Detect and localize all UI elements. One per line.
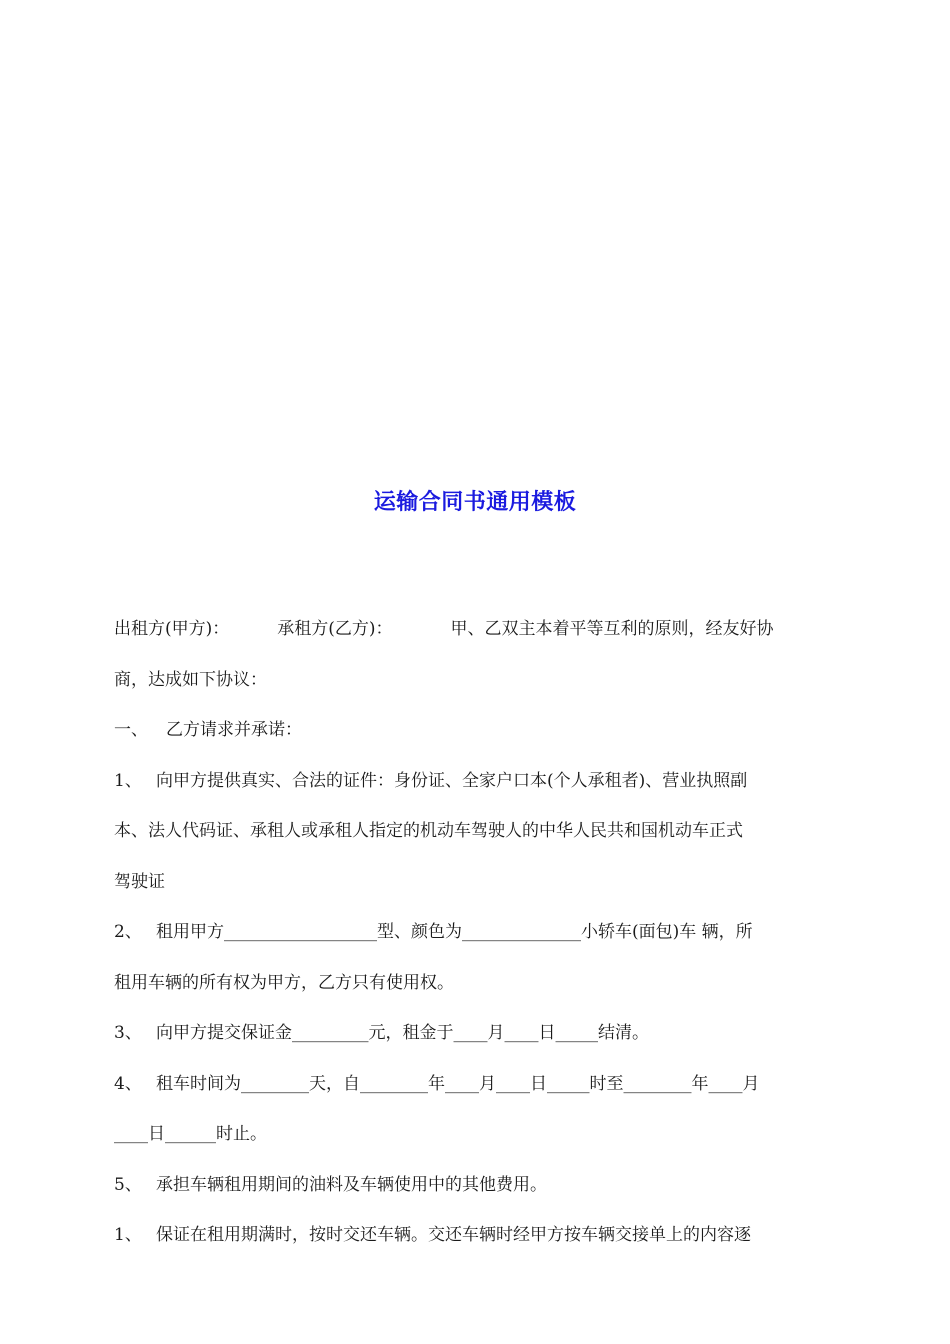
item-number: 2、 <box>114 922 142 942</box>
item-1-line-3: 驾驶证 <box>114 871 165 892</box>
item-4-line-2: ____日______时止。 <box>114 1124 267 1144</box>
item-number: 1、 <box>114 1225 142 1245</box>
intro-line-1 <box>114 604 836 655</box>
item-5-line-1: 5、 承担车辆租用期间的油料及车辆使用中的其他费用。 <box>114 1160 836 1211</box>
document-title: 运输合同书通用模板 <box>373 490 577 515</box>
document-body <box>114 604 836 1261</box>
item-2-line-1: 2、 租用甲方__________________型、颜色为______________小轿车(面包)车 辆，所 <box>114 907 836 958</box>
item-number: 4、 <box>114 1073 142 1094</box>
item-3-line-1: 3、 向甲方提交保证金_________元，租金于____月____日_____结清。 <box>114 1008 836 1059</box>
section-marker: 一、 <box>114 720 148 740</box>
lessor-label: 出租方(甲方)： <box>114 619 230 639</box>
item-6-line-1: 1、 保证在租用期满时，按时交还车辆。交还车辆时经甲方按车辆交接单上的内容逐 <box>114 1210 836 1261</box>
item-2-line-2: 租用车辆的所有权为甲方，乙方只有使用权。 <box>114 972 454 993</box>
section-one-heading <box>114 705 836 756</box>
item-number: 3、 <box>114 1023 142 1043</box>
section-heading-text: 乙方请求并承诺： <box>166 720 302 740</box>
preamble-text: 甲、乙双主本着平等互利的原则，经友好协 <box>450 619 774 639</box>
item-number: 5、 <box>114 1174 142 1195</box>
item-4-line-1: 4、 租车时间为________天，自________年____月____日_____时至________年____月 <box>114 1059 836 1110</box>
item-number: 1、 <box>114 770 142 791</box>
item-1-line-1: 1、 向甲方提供真实、合法的证件：身份证、全家户口本(个人承租者)、营业执照副 <box>114 756 836 807</box>
intro-line-2: 商，达成如下协议： <box>114 669 267 690</box>
item-1-line-2: 本、法人代码证、承租人或承租人指定的机动车驾驶人的中华人民共和国机动车正式 <box>114 821 743 841</box>
lessee-label: 承租方(乙方)： <box>277 619 393 639</box>
